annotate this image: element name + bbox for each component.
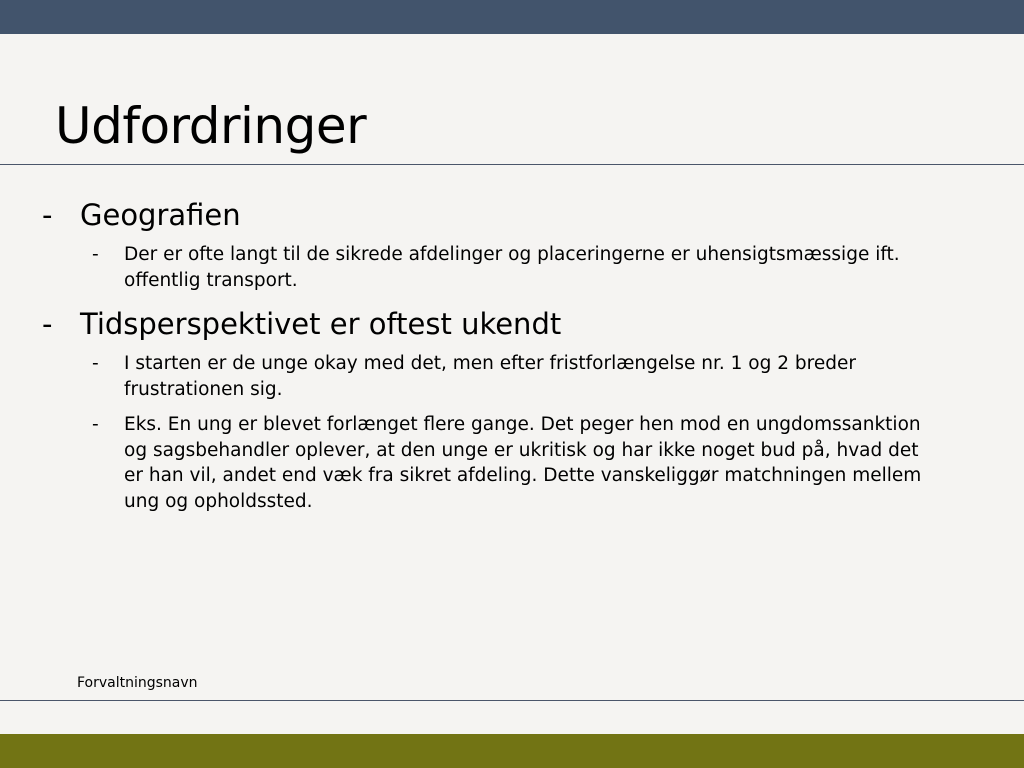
sub-bullet-marker: - — [92, 353, 99, 374]
footer-divider — [0, 700, 1024, 701]
footer-organization-name: Forvaltningsnavn — [77, 675, 198, 691]
bullet-text: Geografien — [80, 198, 241, 232]
sub-bullet-marker: - — [92, 244, 99, 265]
bullet-marker: - — [42, 198, 53, 232]
bullet-text: Tidsperspektivet er oftest ukendt — [80, 307, 562, 341]
bullet-marker: - — [42, 307, 53, 341]
bullet-tidsperspektivet — [40, 305, 940, 343]
sub-bullet-eksempel — [86, 412, 940, 514]
bullet-geografien — [40, 196, 940, 234]
sub-bullet-text: Eks. En ung er blevet forlænget flere gange. Det peger hen mod en ungdomssanktion og sagsbehandler oplever, at den unge er ukritisk og har ikke noget bud på, hvad det er han vil, andet end væk fra sikret afdeling. Dette vanskeliggør matchningen mellem ung og opholdssted. — [124, 414, 922, 512]
sub-bullet-text: I starten er de unge okay med det, men efter fristforlængelse nr. 1 og 2 breder frustrationen sig. — [124, 353, 856, 400]
sub-bullet-fristforlaengelse — [86, 351, 940, 402]
slide-body — [40, 196, 940, 524]
top-color-bar — [0, 0, 1024, 34]
title-divider — [0, 164, 1024, 165]
sub-bullet-marker: - — [92, 414, 99, 435]
slide-title: Udfordringer — [55, 97, 367, 155]
sub-bullet-transport — [86, 242, 940, 293]
sub-bullet-text: Der er ofte langt til de sikrede afdelinger og placeringerne er uhensigtsmæssige ift. offentlig transport. — [124, 244, 900, 291]
bottom-color-bar — [0, 734, 1024, 768]
